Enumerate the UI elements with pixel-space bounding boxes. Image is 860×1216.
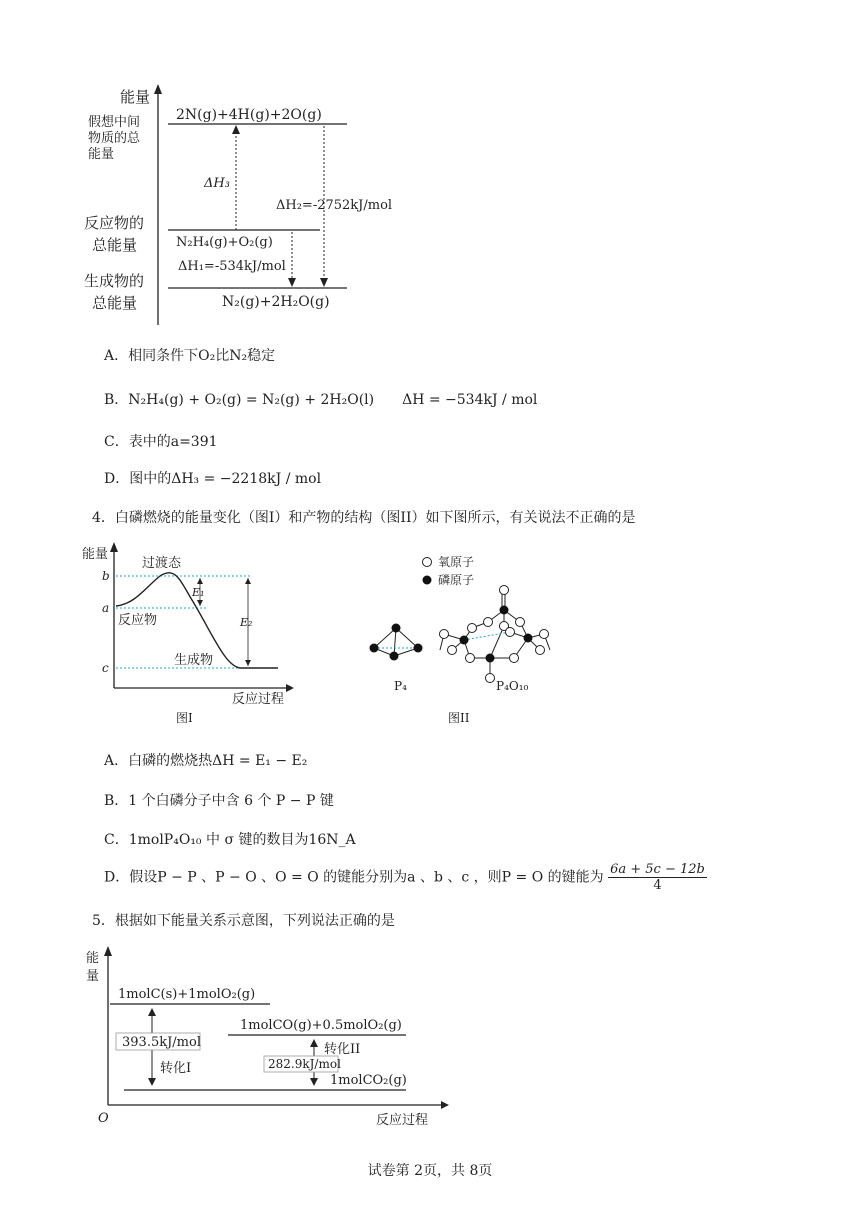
q3-option-a[interactable] (104, 345, 275, 365)
option-text: 图中的ΔH₃ = −2218kJ / mol (129, 471, 322, 487)
option-letter: B． (104, 392, 129, 408)
left-label-intermediate-3: 能量 (88, 147, 115, 162)
option-text: 1 个白磷分子中含 6 个 P − P 键 (128, 793, 334, 809)
option-letter: B． (104, 793, 129, 809)
energy-label-2: 282.9kJ/mol (268, 1057, 341, 1071)
energy-label-1: 393.5kJ/mol (122, 1035, 201, 1050)
species-co: 1molCO(g)+0.5molO₂(g) (240, 1018, 402, 1033)
product-label: 生成物 (174, 653, 214, 668)
q4-option-d[interactable] (104, 862, 707, 893)
species-intermediate: 2N(g)+4H(g)+2O(g) (176, 107, 322, 123)
p4o10-molecule (440, 593, 550, 678)
species-reactant: N₂H₄(g)+O₂(g) (176, 235, 273, 250)
q3-option-c[interactable] (104, 431, 218, 451)
phosphorus-legend-icon (423, 576, 432, 585)
y-axis-label: 能量 (120, 88, 151, 106)
energy-profile-figure-1 (80, 538, 295, 728)
conversion-label-1: 转化I (160, 1061, 192, 1076)
energy-diagram-carbon (80, 940, 460, 1130)
y-axis-label-2: 量 (86, 969, 100, 984)
fraction-denominator: 4 (653, 878, 662, 893)
conversion-label-2: 转化II (324, 1042, 361, 1057)
page-footer: 试卷第 2页，共 8页 (367, 1163, 493, 1179)
q3-option-b[interactable] (104, 389, 537, 409)
dh3-label: ΔH₃ (204, 176, 230, 191)
e2-label: E₂ (240, 616, 253, 629)
q3-option-d[interactable] (104, 468, 321, 488)
option-letter: C． (104, 434, 129, 450)
y-axis-label: 能量 (82, 547, 109, 562)
left-label-reactant-1: 反应物的 (84, 214, 145, 232)
bond-energy-fraction (608, 862, 707, 893)
transition-state-label: 过渡态 (142, 556, 182, 571)
p4-label: P₄ (394, 679, 407, 693)
e1-label: E₁ (192, 586, 205, 599)
left-label-reactant-2: 总能量 (92, 236, 138, 254)
species-product: N₂(g)+2H₂O(g) (222, 294, 330, 310)
y-axis-label-1: 能 (86, 951, 100, 966)
figure-caption: 图I (176, 711, 193, 725)
p4o10-atoms (440, 586, 549, 683)
tick-c: c (102, 661, 109, 675)
q4-option-c[interactable] (104, 829, 356, 849)
tick-a: a (102, 601, 110, 615)
q4-option-a[interactable] (104, 750, 307, 770)
molecule-structure-figure-2 (360, 550, 560, 730)
fraction-numerator: 6a + 5c − 12b (610, 862, 705, 877)
option-letter: D． (104, 471, 130, 487)
legend-phosphorus: 磷原子 (438, 573, 475, 587)
option-text: 表中的a=391 (128, 434, 218, 450)
tick-b: b (102, 569, 110, 583)
option-text: N₂H₄(g) + O₂(g) = N₂(g) + 2H₂O(l) ΔH = −534kJ / mol (128, 392, 538, 408)
species-co2: 1molCO₂(g) (330, 1073, 407, 1088)
option-text: 1molP₄O₁₀ 中 σ 键的数目为16N_A (128, 832, 356, 848)
q5-stem: 5．根据如下能量关系示意图，下列说法正确的是 (92, 913, 395, 929)
option-letter: D． (104, 869, 130, 886)
q4-stem: 4．白磷燃烧的能量变化（图I）和产物的结构（图II）如下图所示，有关说法不正确的是 (92, 510, 636, 526)
energy-diagram-n2h4 (80, 80, 400, 330)
left-label-intermediate-1: 假想中间 (88, 115, 141, 130)
species-c-o2: 1molC(s)+1molO₂(g) (118, 987, 256, 1002)
left-label-intermediate-2: 物质的总 (88, 131, 141, 146)
dh1-label: ΔH₁=-534kJ/mol (178, 259, 286, 274)
x-axis-label: 反应过程 (232, 692, 285, 707)
option-text: 白磷的燃烧热ΔH = E₁ − E₂ (128, 753, 308, 769)
reactant-label: 反应物 (118, 613, 158, 628)
option-text: 假设P − P 、P − O 、O = O 的键能分别为a 、b 、c ，则P = O 的键能为 (129, 869, 604, 886)
legend-oxygen: 氧原子 (438, 555, 475, 569)
x-axis-label: 反应过程 (376, 1113, 429, 1128)
p4-molecule (370, 624, 423, 661)
left-label-product-1: 生成物的 (84, 272, 145, 290)
option-text: 相同条件下O₂比N₂稳定 (128, 348, 276, 364)
option-letter: A． (104, 348, 129, 364)
p4o10-label: P₄O₁₀ (496, 679, 529, 693)
option-letter: C． (104, 832, 129, 848)
figure-caption: 图II (448, 711, 470, 725)
oxygen-legend-icon (423, 558, 432, 567)
left-label-product-2: 总能量 (92, 294, 138, 312)
dh2-label: ΔH₂=-2752kJ/mol (276, 198, 393, 213)
origin-label: O (98, 1111, 109, 1126)
option-letter: A． (104, 753, 129, 769)
q4-option-b[interactable] (104, 790, 334, 810)
